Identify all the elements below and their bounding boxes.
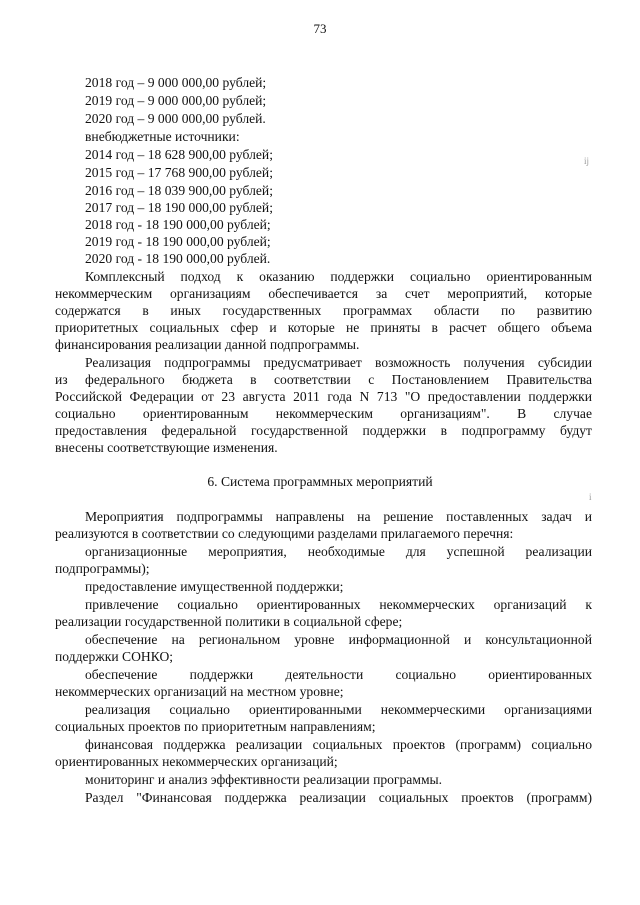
paragraph-line: Раздел "Финансовая поддержка реализации социальных проектов (программ)	[85, 790, 592, 805]
funding-line: 2016 год – 18 039 900,00 рублей;	[85, 183, 273, 198]
list-item: некоммерческих организаций на местном уровне;	[55, 684, 344, 699]
list-item: поддержки СОНКО;	[55, 649, 174, 664]
list-item: организационные мероприятия, необходимые для успешной реализации	[85, 544, 592, 559]
paragraph-line: Комплексный подход к оказанию поддержки социально ориентированным	[85, 269, 592, 284]
paragraph-line: Реализация подпрограммы предусматривает возможность получения субсидии	[85, 355, 592, 370]
funding-line: 2017 год – 18 190 000,00 рублей;	[85, 200, 273, 215]
paragraph-line: Мероприятия подпрограммы направлены на решение поставленных задач и	[85, 509, 592, 524]
paragraph-line: реализуются в соответствии со следующими разделами прилагаемого перечня:	[55, 526, 514, 541]
paragraph-line: внесены соответствующие изменения.	[55, 440, 278, 455]
list-item: предоставление имущественной поддержки;	[85, 579, 344, 594]
page-number: 73	[313, 21, 327, 36]
funding-line: 2019 год – 9 000 000,00 рублей;	[85, 93, 267, 108]
funding-line: 2019 год - 18 190 000,00 рублей;	[85, 234, 271, 249]
paragraph-line: из федерального бюджета в соответствии с Постановлением Правительства	[55, 372, 592, 387]
paragraph-line: финансирования реализации данной подпрограммы.	[55, 337, 360, 352]
list-item: мониторинг и анализ эффективности реализации программы.	[85, 772, 443, 787]
funding-line: 2018 год – 9 000 000,00 рублей;	[85, 75, 267, 90]
margin-mark: i	[589, 492, 592, 502]
paragraph-line: некоммерческим организациям обеспечивается за счет мероприятий, которые	[55, 286, 592, 301]
offbudget-label: внебюджетные источники:	[85, 129, 240, 144]
funding-line: 2014 год – 18 628 900,00 рублей;	[85, 147, 273, 162]
funding-line: 2015 год – 17 768 900,00 рублей;	[85, 165, 273, 180]
list-item: подпрограммы);	[55, 561, 150, 576]
funding-line: 2018 год - 18 190 000,00 рублей;	[85, 217, 271, 232]
paragraph-line: содержатся в иных государственных программах области по развитию	[55, 303, 592, 318]
list-item: финансовая поддержка реализации социальных проектов (программ) социально	[85, 737, 592, 752]
list-item: обеспечение поддержки деятельности социально ориентированных	[85, 667, 592, 682]
list-item: привлечение социально ориентированных некоммерческих организаций к	[85, 597, 592, 612]
list-item: обеспечение на региональном уровне информационной и консультационной	[85, 632, 592, 647]
paragraph-line: приоритетных социальных сфер и которые не приняты в расчет общего объема	[55, 320, 592, 335]
list-item: реализации государственной политики в социальной сфере;	[55, 614, 403, 629]
list-item: ориентированных некоммерческих организаций;	[55, 754, 338, 769]
paragraph-line: социально ориентированным некоммерческим организациям". В случае	[55, 406, 592, 421]
paragraph-line: предоставления федеральной государственной поддержки в подпрограмму будут	[55, 423, 592, 438]
list-item: социальных проектов по приоритетным направлениям;	[55, 719, 376, 734]
margin-mark: ij	[584, 156, 590, 166]
section-heading: 6. Система программных мероприятий	[207, 474, 433, 489]
funding-line: 2020 год – 9 000 000,00 рублей.	[85, 111, 266, 126]
paragraph-line: Российской Федерации от 23 августа 2011 года N 713 "О предоставлении поддержки	[55, 389, 592, 404]
funding-line: 2020 год - 18 190 000,00 рублей.	[85, 251, 271, 266]
list-item: реализация социально ориентированными некоммерческими организациями	[85, 702, 592, 717]
